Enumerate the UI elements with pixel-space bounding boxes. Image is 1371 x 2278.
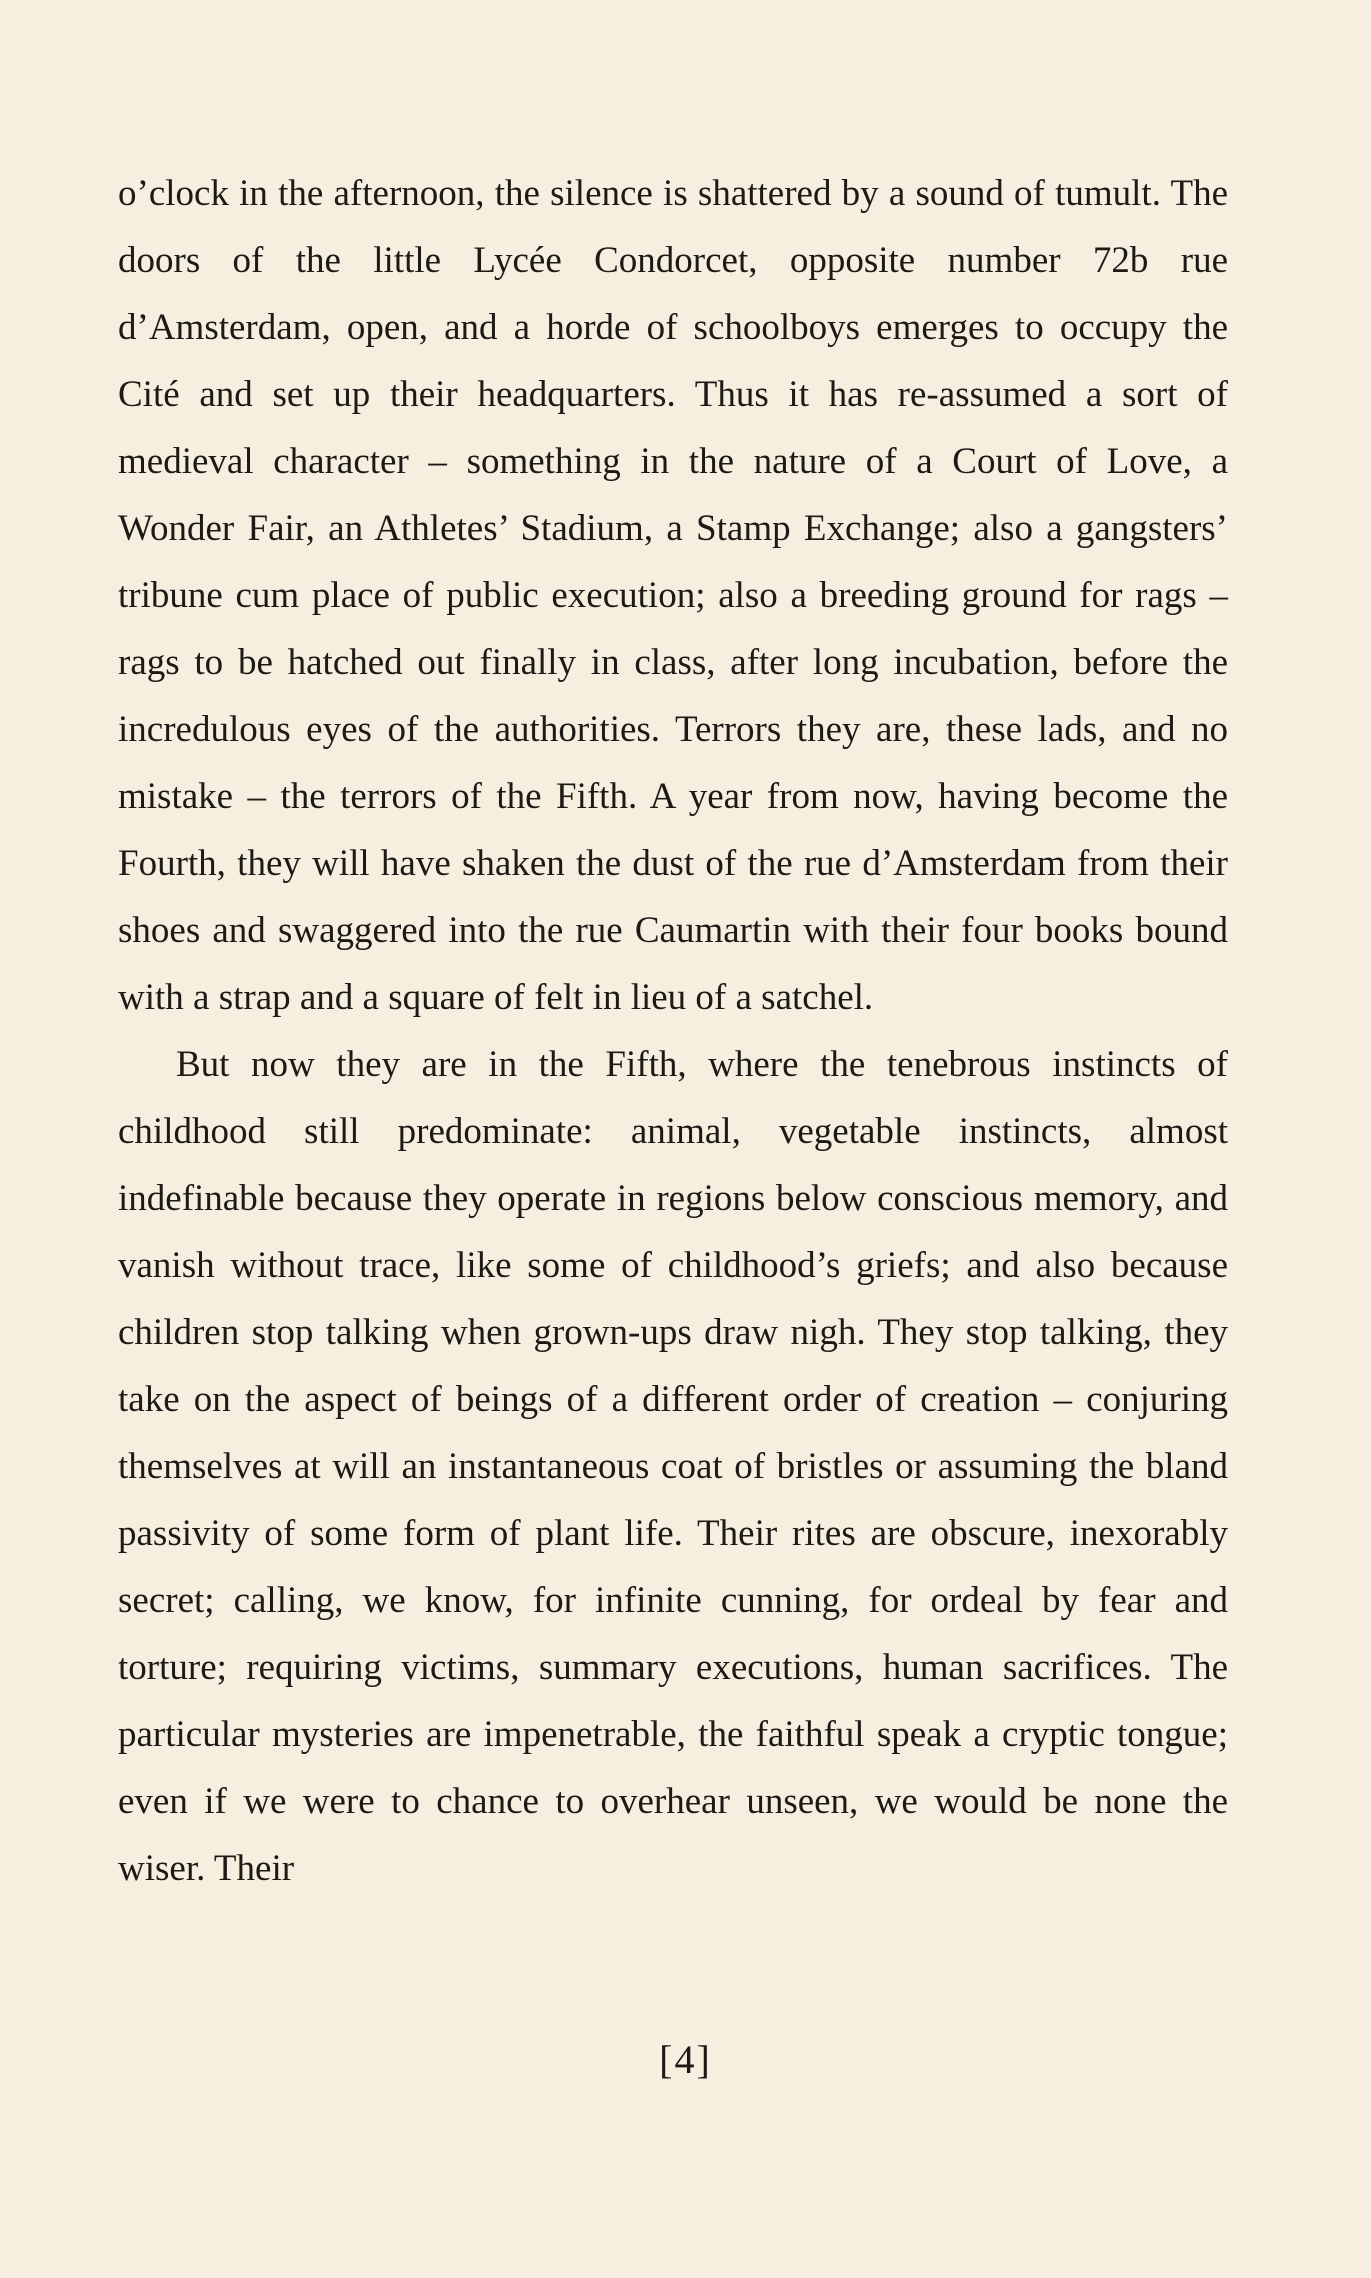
paragraph-2: But now they are in the Fifth, where the tenebrous instincts of childhood still predominate: animal, vegetable instincts, almost indefinable because they operate in regions below conscious memory, and vanish without trace, like some of childhood’s griefs; and also because children stop talking when grown-ups draw nigh. They stop talking, they take on the aspect of beings of a different order of creation – conjuring themselves at will an instantaneous coat of bristles or assuming the bland passivity of some form of plant life. Their rites are obscure, inexorably secret; calling, we know, for infinite cunning, for ordeal by fear and torture; requiring victims, summary executions, human sacrifices. The particular mysteries are impenetrable, the faithful speak a cryptic tongue; even if we were to chance to overhear unseen, we would be none the wiser. Their <box>118 1044 1228 1889</box>
body-text <box>118 160 1228 1902</box>
paragraph-1: o’clock in the afternoon, the silence is shattered by a sound of tumult. The doors of the little Lycée Condorcet, opposite number 72b rue d’Amsterdam, open, and a horde of schoolboys emerges to occupy the Cité and set up their headquarters. Thus it has re-assumed a sort of medieval character – something in the nature of a Court of Love, a Wonder Fair, an Athletes’ Stadium, a Stamp Exchange; also a gangsters’ tribune cum place of public execution; also a breeding ground for rags – rags to be hatched out finally in class, after long incubation, before the incredulous eyes of the authorities. Terrors they are, these lads, and no mistake – the terrors of the Fifth. A year from now, having become the Fourth, they will have shaken the dust of the rue d’Amsterdam from their shoes and swaggered into the rue Caumartin with their four books bound with a strap and a square of felt in lieu of a satchel. <box>118 173 1228 1018</box>
page-number: [4] <box>659 2037 712 2082</box>
